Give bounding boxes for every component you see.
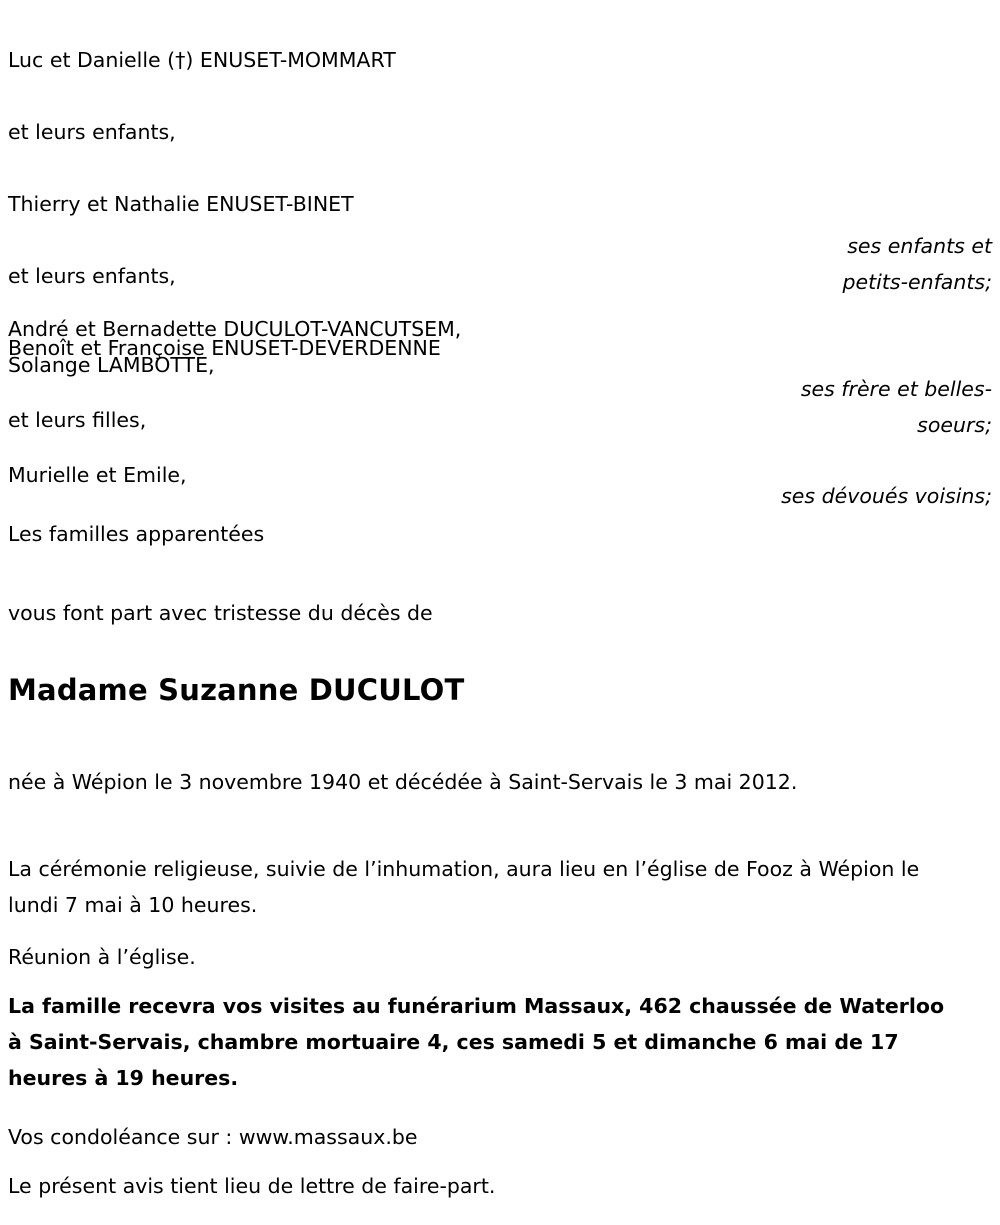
birth-death-details <box>8 764 952 800</box>
roster-line: Luc et Danielle (†) ENUSET-MOMMART <box>8 48 396 72</box>
neighbours-caption-line-1: ses dévoués voisins; <box>781 484 992 508</box>
roster-line: et leurs filles, <box>8 408 147 432</box>
condolences-line <box>8 1119 952 1155</box>
ceremony-text: La cérémonie religieuse, suivie de l’inhumation, aura lieu en l’église de Fooz à Wépion le lundi 7 mai à 10 heures. <box>8 857 920 917</box>
children-caption <box>572 228 992 300</box>
notice-text: Le présent avis tient lieu de lettre de faire-part. <box>8 1174 496 1198</box>
children-caption-line-1: ses enfants et <box>847 234 992 258</box>
gathering-text: Réunion à l’église. <box>8 945 196 969</box>
birth-death-text: née à Wépion le 3 novembre 1940 et décédée à Saint-Servais le 3 mai 2012. <box>8 770 798 794</box>
roster-line: et leurs enfants, <box>8 120 176 144</box>
neighbours-caption <box>572 478 992 514</box>
siblings-caption-line-1: ses frère et belles- <box>800 377 992 401</box>
ceremony-details <box>8 851 952 923</box>
neighbours-roster <box>8 457 187 493</box>
roster-line: Thierry et Nathalie ENUSET-BINET <box>8 192 354 216</box>
roster-line: Les familles apparentées <box>8 522 265 546</box>
related-families <box>8 516 264 552</box>
siblings-caption-line-2: soeurs; <box>917 413 992 437</box>
visiting-text: La famille recevra vos visites au funérarium Massaux, 462 chaussée de Waterloo à Saint-Servais, chambre mortuaire 4, ces samedi 5 et dimanche 6 mai de 17 heures à 19 heures. <box>8 994 945 1090</box>
siblings-roster <box>8 311 461 383</box>
roster-line: et leurs enfants, <box>8 264 176 288</box>
announcement-intro <box>8 595 952 631</box>
roster-line: Benoît et Françoise ENUSET-DEVERDENNE <box>8 336 441 360</box>
condolences-text: Vos condoléance sur : www.massaux.be <box>8 1125 418 1149</box>
deceased-name-heading: Madame Suzanne DUCULOT <box>8 673 465 707</box>
faire-part-notice <box>8 1168 952 1204</box>
roster-line: Solange LAMBOTTE, <box>8 353 215 377</box>
intro-text: vous font part avec tristesse du décès de <box>8 601 433 625</box>
children-roster <box>8 6 441 474</box>
visiting-details <box>8 988 952 1096</box>
siblings-caption <box>572 371 992 443</box>
roster-line: André et Bernadette DUCULOT-VANCUTSEM, <box>8 317 462 341</box>
gathering-details <box>8 939 952 975</box>
roster-line: Murielle et Emile, <box>8 463 187 487</box>
children-caption-line-2: petits-enfants; <box>842 270 992 294</box>
